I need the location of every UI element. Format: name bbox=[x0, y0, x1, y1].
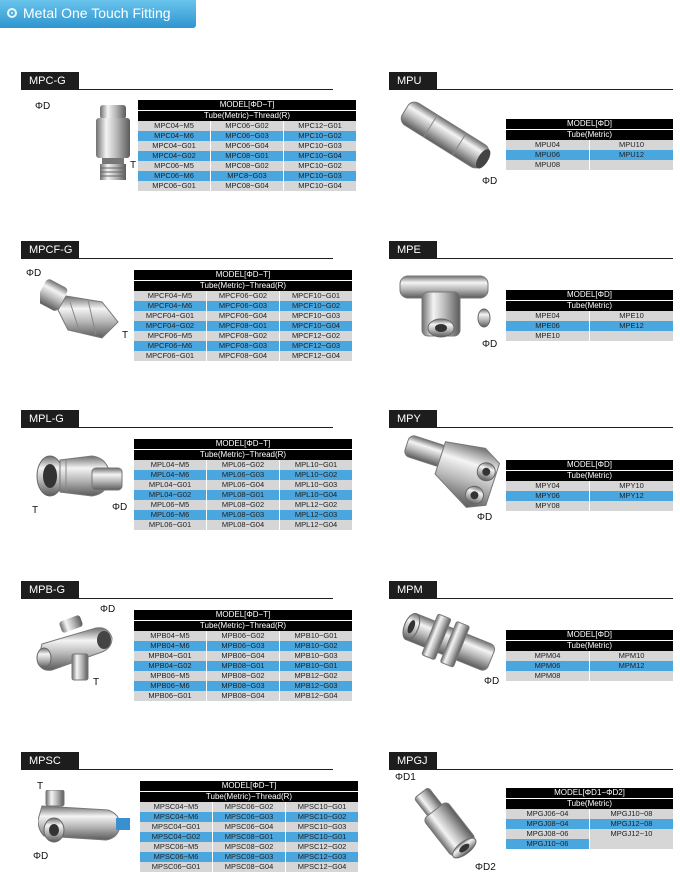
tube-header: Tube(Metric) bbox=[506, 130, 674, 141]
cell: MPU04 bbox=[506, 140, 590, 150]
section-rule bbox=[389, 769, 673, 770]
cell: MPCF04−G02 bbox=[134, 321, 207, 331]
model-table-mpe bbox=[505, 290, 674, 341]
cell: MPGJ12−08 bbox=[590, 819, 674, 829]
cell: MPL06−M5 bbox=[134, 500, 207, 510]
cell: MPB08−G02 bbox=[207, 671, 280, 681]
cell: MPB04−G01 bbox=[134, 651, 207, 661]
cell: MPM08 bbox=[506, 671, 590, 681]
section-title: MPSC bbox=[21, 752, 79, 770]
cell: MPC12−G01 bbox=[284, 121, 357, 131]
cell: MPB10−G03 bbox=[280, 651, 353, 661]
cell: MPB04−M6 bbox=[134, 641, 207, 651]
cell: MPC04−M5 bbox=[138, 121, 211, 131]
cell: MPL08−G03 bbox=[207, 510, 280, 520]
model-header: MODEL[ΦD] bbox=[506, 460, 674, 471]
cell: MPL06−G01 bbox=[134, 520, 207, 530]
cell: MPE04 bbox=[506, 311, 590, 321]
cell: MPC04−G01 bbox=[138, 141, 211, 151]
cell: MPB08−G03 bbox=[207, 681, 280, 691]
cell: MPCF06−G04 bbox=[207, 311, 280, 321]
model-table-mpsc bbox=[139, 781, 359, 872]
cell: MPSC06−G03 bbox=[213, 812, 286, 822]
cell: MPSC12−G02 bbox=[286, 842, 359, 852]
cell: MPB06−M6 bbox=[134, 681, 207, 691]
section-title: MPU bbox=[389, 72, 437, 90]
cell: MPC06−M6 bbox=[138, 171, 211, 181]
cell: MPB10−G01 bbox=[280, 661, 353, 671]
cell: MPB12−G02 bbox=[280, 671, 353, 681]
banner-title: Metal One Touch Fitting bbox=[23, 5, 171, 21]
model-header: MODEL[ΦD−T] bbox=[134, 610, 353, 621]
cell: MPC04−M6 bbox=[138, 131, 211, 141]
diameter-label: ΦD bbox=[112, 502, 128, 513]
cell: MPE12 bbox=[590, 321, 674, 331]
model-header: MODEL[ΦD−T] bbox=[140, 781, 359, 792]
empty-cell bbox=[590, 839, 674, 849]
tube-header: Tube(Metric)−Thread(R) bbox=[134, 450, 353, 461]
fitting-image-mpy bbox=[396, 434, 500, 512]
cell: MPSC06−G01 bbox=[140, 862, 213, 872]
cell: MPC08−G02 bbox=[211, 161, 284, 171]
cell: MPSC06−M6 bbox=[140, 852, 213, 862]
cell: MPCF08−G04 bbox=[207, 351, 280, 361]
cell: MPSC08−G04 bbox=[213, 862, 286, 872]
section-rule bbox=[389, 427, 673, 428]
cell: MPSC10−G02 bbox=[286, 812, 359, 822]
cell: MPL10−G02 bbox=[280, 470, 353, 480]
cell: MPSC04−G02 bbox=[140, 832, 213, 842]
tube-header: Tube(Metric) bbox=[506, 301, 674, 312]
cell: MPC06−G03 bbox=[211, 131, 284, 141]
cell: MPL10−G03 bbox=[280, 480, 353, 490]
model-header: MODEL[ΦD] bbox=[506, 290, 674, 301]
cell: MPL12−G04 bbox=[280, 520, 353, 530]
fitting-image-mpe bbox=[392, 266, 496, 342]
empty-cell bbox=[590, 501, 674, 511]
cell: MPSC08−G01 bbox=[213, 832, 286, 842]
cell: MPSC12−G04 bbox=[286, 862, 359, 872]
fitting-image-mpb-g bbox=[32, 614, 130, 684]
banner bbox=[0, 0, 196, 28]
cell: MPC06−M5 bbox=[138, 161, 211, 171]
cell: MPSC06−G04 bbox=[213, 822, 286, 832]
cell: MPC10−G02 bbox=[284, 161, 357, 171]
cell: MPC08−G01 bbox=[211, 151, 284, 161]
cell: MPC8−G03 bbox=[211, 171, 284, 181]
cell: MPL08−G01 bbox=[207, 490, 280, 500]
tube-header: Tube(Metric)−Thread(R) bbox=[140, 792, 359, 803]
cell: MPL08−G04 bbox=[207, 520, 280, 530]
cell: MPSC12−G03 bbox=[286, 852, 359, 862]
cell: MPL04−G01 bbox=[134, 480, 207, 490]
cell: MPC06−G01 bbox=[138, 181, 211, 191]
diameter-label: ΦD bbox=[100, 604, 116, 615]
thread-label: T bbox=[37, 781, 44, 792]
section-title: MPCF-G bbox=[21, 241, 79, 259]
cell: MPL06−G02 bbox=[207, 460, 280, 470]
model-table-mpl-g bbox=[133, 439, 353, 530]
cell: MPSC04−M6 bbox=[140, 812, 213, 822]
diameter-label: ΦD bbox=[477, 512, 493, 523]
cell: MPU12 bbox=[590, 150, 674, 160]
cell: MPCF04−G01 bbox=[134, 311, 207, 321]
section-title: MPC-G bbox=[21, 72, 79, 90]
fitting-image-mpu bbox=[392, 92, 498, 178]
cell: MPL04−M5 bbox=[134, 460, 207, 470]
section-title: MPGJ bbox=[389, 752, 437, 770]
cell: MPSC04−G01 bbox=[140, 822, 213, 832]
cell: MPCF06−G03 bbox=[207, 301, 280, 311]
cell: MPC08−G04 bbox=[211, 181, 284, 191]
section-rule bbox=[21, 89, 333, 90]
cell: MPCF06−G01 bbox=[134, 351, 207, 361]
diameter-2-label: ΦD2 bbox=[475, 862, 496, 873]
model-table-mpu bbox=[505, 119, 674, 170]
cell: MPC10−G03 bbox=[284, 141, 357, 151]
cell: MPL10−G01 bbox=[280, 460, 353, 470]
empty-cell bbox=[590, 160, 674, 170]
cell: MPC10−G04 bbox=[284, 181, 357, 191]
thread-label: T bbox=[32, 505, 39, 516]
cell: MPY10 bbox=[590, 481, 674, 491]
section-rule bbox=[21, 427, 333, 428]
cell: MPE06 bbox=[506, 321, 590, 331]
cell: MPGJ10−06 bbox=[506, 839, 590, 849]
fitting-image-mpsc bbox=[38, 790, 134, 848]
cell: MPSC06−G02 bbox=[213, 802, 286, 812]
cell: MPC06−G04 bbox=[211, 141, 284, 151]
fitting-image-mpm bbox=[398, 608, 500, 678]
cell: MPB10−G02 bbox=[280, 641, 353, 651]
tube-header: Tube(Metric)−Thread(R) bbox=[134, 281, 353, 292]
section-rule bbox=[389, 258, 673, 259]
cell: MPC10−G02 bbox=[284, 131, 357, 141]
model-header: MODEL[ΦD] bbox=[506, 119, 674, 130]
cell: MPL04−M6 bbox=[134, 470, 207, 480]
cell: MPB12−G03 bbox=[280, 681, 353, 691]
fitting-image-mpgj bbox=[408, 782, 484, 864]
cell: MPY04 bbox=[506, 481, 590, 491]
section-title: MPL-G bbox=[21, 410, 79, 428]
model-table-mpcf-g bbox=[133, 270, 353, 361]
section-title: MPE bbox=[389, 241, 437, 259]
cell: MPL12−G03 bbox=[280, 510, 353, 520]
diameter-label: ΦD bbox=[33, 851, 49, 862]
section-title: MPM bbox=[389, 581, 437, 599]
thread-label: T bbox=[130, 160, 137, 171]
empty-cell bbox=[590, 671, 674, 681]
section-rule bbox=[389, 89, 673, 90]
section-title: MPB-G bbox=[21, 581, 79, 599]
tube-header: Tube(Metric) bbox=[506, 641, 674, 652]
cell: MPB04−M5 bbox=[134, 631, 207, 641]
cell: MPL06−G04 bbox=[207, 480, 280, 490]
cell: MPCF06−G02 bbox=[207, 291, 280, 301]
cell: MPL10−G04 bbox=[280, 490, 353, 500]
cell: MPSC04−M5 bbox=[140, 802, 213, 812]
section-rule bbox=[389, 598, 673, 599]
cell: MPB12−G04 bbox=[280, 691, 353, 701]
section-rule bbox=[21, 598, 333, 599]
cell: MPCF10−G03 bbox=[280, 311, 353, 321]
cell: MPCF08−G02 bbox=[207, 331, 280, 341]
cell: MPC06−G02 bbox=[211, 121, 284, 131]
model-header: MODEL[ΦD−T] bbox=[134, 270, 353, 281]
cell: MPCF10−G04 bbox=[280, 321, 353, 331]
cell: MPC04−G02 bbox=[138, 151, 211, 161]
cell: MPM12 bbox=[590, 661, 674, 671]
model-table-mpc-g bbox=[137, 100, 357, 191]
cell: MPL06−M6 bbox=[134, 510, 207, 520]
thread-label: T bbox=[93, 677, 100, 688]
cell: MPB04−G02 bbox=[134, 661, 207, 671]
cell: MPY08 bbox=[506, 501, 590, 511]
cell: MPC10−G03 bbox=[284, 171, 357, 181]
cell: MPU08 bbox=[506, 160, 590, 170]
model-header: MODEL[ΦD−T] bbox=[138, 100, 357, 111]
empty-cell bbox=[590, 331, 674, 341]
cell: MPCF04−M6 bbox=[134, 301, 207, 311]
cell: MPSC08−G03 bbox=[213, 852, 286, 862]
diameter-label: ΦD bbox=[484, 676, 500, 687]
cell: MPGJ06−04 bbox=[506, 809, 590, 819]
cell: MPGJ12−10 bbox=[590, 829, 674, 839]
diameter-label: ΦD bbox=[482, 176, 498, 187]
cell: MPSC10−G03 bbox=[286, 822, 359, 832]
cell: MPE10 bbox=[590, 311, 674, 321]
cell: MPU10 bbox=[590, 140, 674, 150]
model-header: MODEL[ΦD] bbox=[506, 630, 674, 641]
section-rule bbox=[21, 769, 333, 770]
cell: MPSC08−G02 bbox=[213, 842, 286, 852]
cell: MPSC10−G01 bbox=[286, 802, 359, 812]
cell: MPSC10−G01 bbox=[286, 832, 359, 842]
cell: MPC10−G04 bbox=[284, 151, 357, 161]
tube-header: Tube(Metric)−Thread(R) bbox=[134, 621, 353, 632]
cell: MPCF06−M5 bbox=[134, 331, 207, 341]
model-table-mpm bbox=[505, 630, 674, 681]
tube-header: Tube(Metric)−Thread(R) bbox=[138, 111, 357, 122]
cell: MPU06 bbox=[506, 150, 590, 160]
model-table-mpgj bbox=[505, 788, 674, 849]
model-table-mpy bbox=[505, 460, 674, 511]
model-header: MODEL[ΦD1−ΦD2] bbox=[506, 788, 674, 799]
cell: MPGJ08−04 bbox=[506, 819, 590, 829]
cell: MPCF12−G02 bbox=[280, 331, 353, 341]
cell: MPCF08−G03 bbox=[207, 341, 280, 351]
cell: MPB06−M5 bbox=[134, 671, 207, 681]
diameter-label: ΦD bbox=[482, 339, 498, 350]
section-rule bbox=[21, 258, 333, 259]
model-header: MODEL[ΦD−T] bbox=[134, 439, 353, 450]
fitting-image-mpcf-g bbox=[40, 278, 122, 340]
thread-label: T bbox=[122, 330, 129, 341]
cell: MPB08−G04 bbox=[207, 691, 280, 701]
cell: MPM04 bbox=[506, 651, 590, 661]
section-title: MPY bbox=[389, 410, 437, 428]
cell: MPSC06−M5 bbox=[140, 842, 213, 852]
cell: MPB06−G04 bbox=[207, 651, 280, 661]
cell: MPY06 bbox=[506, 491, 590, 501]
cell: MPL06−G03 bbox=[207, 470, 280, 480]
cell: MPB06−G03 bbox=[207, 641, 280, 651]
cell: MPCF10−G02 bbox=[280, 301, 353, 311]
cell: MPCF10−G01 bbox=[280, 291, 353, 301]
tube-header: Tube(Metric) bbox=[506, 471, 674, 482]
cell: MPCF08−G01 bbox=[207, 321, 280, 331]
tube-header: Tube(Metric) bbox=[506, 799, 674, 810]
cell: MPCF04−M5 bbox=[134, 291, 207, 301]
cell: MPL12−G02 bbox=[280, 500, 353, 510]
cell: MPCF12−G04 bbox=[280, 351, 353, 361]
model-table-mpb-g bbox=[133, 610, 353, 701]
cell: MPY12 bbox=[590, 491, 674, 501]
diameter-label: ΦD bbox=[35, 101, 51, 112]
ring-icon bbox=[7, 8, 17, 18]
cell: MPL04−G02 bbox=[134, 490, 207, 500]
cell: MPGJ10−08 bbox=[590, 809, 674, 819]
cell: MPB10−G01 bbox=[280, 631, 353, 641]
cell: MPB06−G02 bbox=[207, 631, 280, 641]
cell: MPCF12−G03 bbox=[280, 341, 353, 351]
diameter-label: ΦD bbox=[26, 268, 42, 279]
diameter-1-label: ΦD1 bbox=[395, 772, 416, 783]
cell: MPB08−G01 bbox=[207, 661, 280, 671]
cell: MPB06−G01 bbox=[134, 691, 207, 701]
cell: MPCF06−M6 bbox=[134, 341, 207, 351]
fitting-image-mpl-g bbox=[30, 448, 126, 508]
cell: MPM06 bbox=[506, 661, 590, 671]
cell: MPE10 bbox=[506, 331, 590, 341]
cell: MPL08−G02 bbox=[207, 500, 280, 510]
cell: MPM10 bbox=[590, 651, 674, 661]
cell: MPGJ08−06 bbox=[506, 829, 590, 839]
fitting-image-mpc-g bbox=[92, 105, 137, 183]
